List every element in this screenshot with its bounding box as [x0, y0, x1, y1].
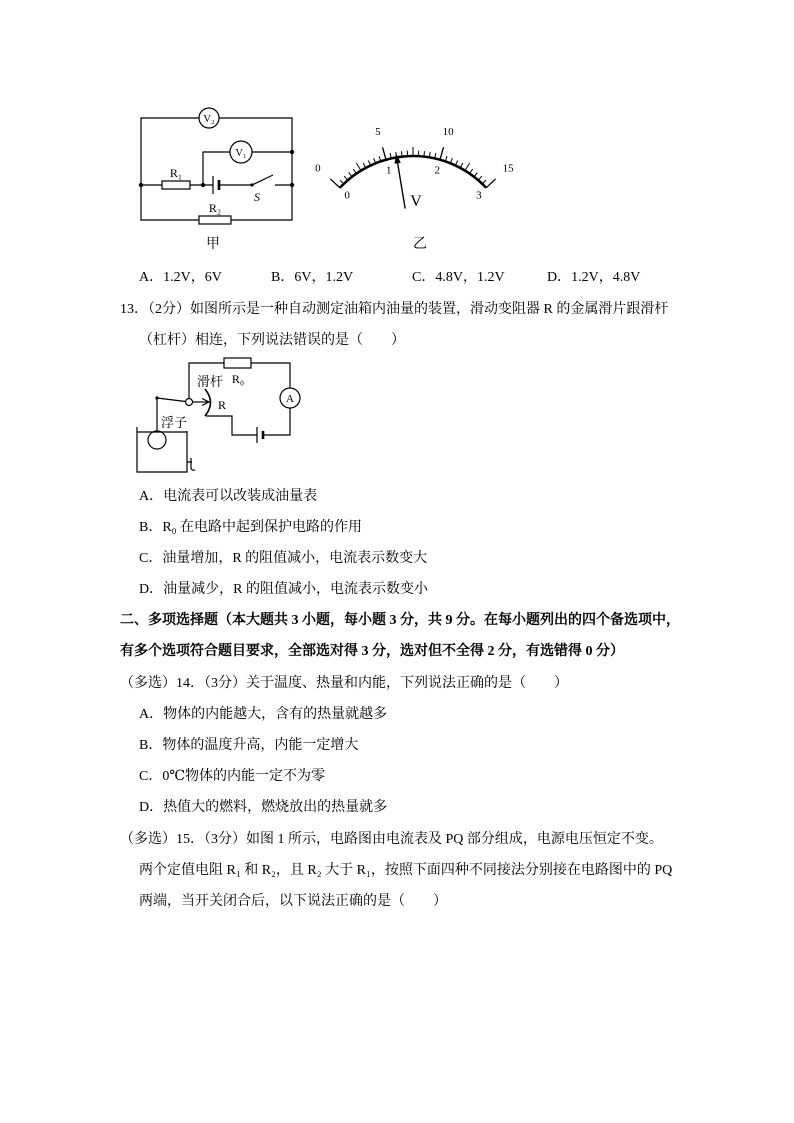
resistor-r0 [224, 358, 251, 368]
dial-outer-scale-label: 15 [502, 162, 514, 175]
dial-scale-arc [340, 156, 486, 188]
q13-option-c: C．油量增加，R 的阻值减小，电流表示数变大 [139, 551, 428, 566]
q14-option-b: B．物体的温度升高，内能一定增大 [139, 738, 359, 753]
dial-minor-tick [356, 163, 361, 171]
section-2-heading-line-1: 二、多项选择题（本大题共 3 小题，每小题 3 分，共 9 分。在每小题列出的四个备选项中， [120, 613, 680, 628]
ammeter-label: A [286, 393, 294, 405]
dial-minor-tick [470, 169, 473, 174]
q13-option-a: A．电流表可以改装成油量表 [139, 489, 318, 504]
dial-unit-label: V [410, 193, 422, 210]
v1-branch-wire [203, 152, 292, 185]
lever-label: 滑杆 [196, 374, 224, 389]
section-2-heading-line-2: 有多个选项符合题目要求，全部选对得 3 分，选对但不全得 2 分，有选错得 0 分） [120, 644, 624, 659]
q12-option-d: D．1.2V，4.8V [547, 270, 641, 285]
junction-dot [290, 150, 294, 154]
q13-stem-line-1: 13．（2分）如图所示是一种自动测定油箱内油量的装置，滑动变阻器 R 的金属滑片跟滑杆 [120, 302, 669, 317]
resistor-r1 [162, 181, 190, 189]
needle-shaft [397, 161, 405, 208]
resistor-r2 [199, 216, 231, 224]
resistor-r2-label: R₂ [208, 201, 222, 215]
dial-inner-scale-label: 2 [434, 164, 441, 177]
q14-stem: （多选）14．（3分）关于温度、热量和内能，下列说法正确的是（ ） [120, 676, 568, 691]
q12-option-b: B．6V，1.2V [271, 270, 354, 285]
q15-stem-line-3: 两端，当开关闭合后，以下说法正确的是（ ） [139, 894, 447, 909]
dial-major-tick [330, 179, 340, 188]
q14-option-d: D．热值大的燃料，燃烧放出的热量就多 [139, 800, 388, 815]
q14-option-a: A．物体的内能越大，含有的热量就越多 [139, 707, 388, 722]
dial-minor-tick [465, 163, 470, 171]
dial-inner-scale-label: 0 [344, 189, 350, 202]
q12-option-c: C．4.8V，1.2V [412, 270, 505, 285]
junction-dot [290, 183, 294, 187]
dial-outer-scale-label: 10 [442, 125, 454, 138]
lever-pivot [186, 399, 193, 406]
q14-option-c: C．0℃物体的内能一定不为零 [139, 769, 325, 784]
dial-minor-tick [424, 151, 425, 156]
float-label: 浮子 [160, 415, 188, 430]
q15-stem-line-2: 两个定值电阻 R₁ 和 R₂，且 R₂ 大于 R₁，按照下面四种不同接法分别接在电路图中的 PQ [139, 863, 673, 878]
dial-minor-tick [344, 176, 348, 180]
q13-option-d: D．油量减少，R 的阻值减小，电流表示数变小 [139, 582, 428, 597]
figure-caption-yi: 乙 [413, 237, 427, 252]
dial-needle [394, 153, 405, 208]
resistor-r1-label: R₁ [169, 166, 183, 180]
dial-inner-scale-label: 3 [476, 189, 482, 202]
oil-gauge-diagram [130, 350, 305, 480]
needle-arrowhead [394, 153, 400, 163]
dial-outer-scale-label: 0 [315, 162, 321, 175]
circuit-diagram-jia [130, 100, 305, 230]
dial-minor-tick [482, 180, 486, 184]
dial-minor-tick [478, 176, 482, 180]
dial-major-tick [382, 147, 386, 160]
q12-option-a: A．1.2V，6V [139, 270, 222, 285]
voltmeter-v1-label: V₁ [235, 148, 247, 159]
dial-minor-tick [401, 151, 402, 156]
q13-option-b: B．R₀ 在电路中起到保护电路的作用 [139, 520, 363, 535]
float-ball [148, 431, 166, 449]
resistor-r0-label: R₀ [231, 372, 245, 386]
dial-minor-tick [349, 172, 352, 176]
dial-minor-tick [474, 172, 477, 176]
figure-caption-jia: 甲 [206, 237, 220, 252]
switch-blade [252, 175, 273, 185]
tank-tap [187, 458, 195, 470]
switch-label: S [254, 190, 260, 204]
rheostat-label: R [217, 398, 227, 412]
voltmeter-dial-yi [305, 112, 525, 217]
dial-major-tick [440, 147, 444, 160]
dial-ticks [330, 147, 495, 188]
dial-outer-scale-labels [315, 126, 514, 175]
q15-stem-line-1: （多选）15．（3分）如图 1 所示，电路图由电流表及 PQ 部分组成，电源电压恒定不变。 [120, 832, 663, 847]
dial-minor-tick [353, 169, 356, 174]
oil-tank [137, 427, 187, 472]
junction-dot [201, 183, 205, 187]
dial-major-tick [486, 179, 496, 188]
junction-dot [139, 183, 143, 187]
switch-pivot [250, 183, 253, 186]
dial-outer-scale-label: 5 [375, 125, 381, 138]
q13-stem-line-2: （杠杆）相连，下列说法错误的是（ ） [139, 333, 405, 348]
dial-minor-tick [340, 180, 344, 184]
voltmeter-v2-label: V₂ [203, 114, 215, 125]
dial-inner-scale-label: 1 [385, 164, 392, 177]
lever-arm [157, 398, 186, 402]
